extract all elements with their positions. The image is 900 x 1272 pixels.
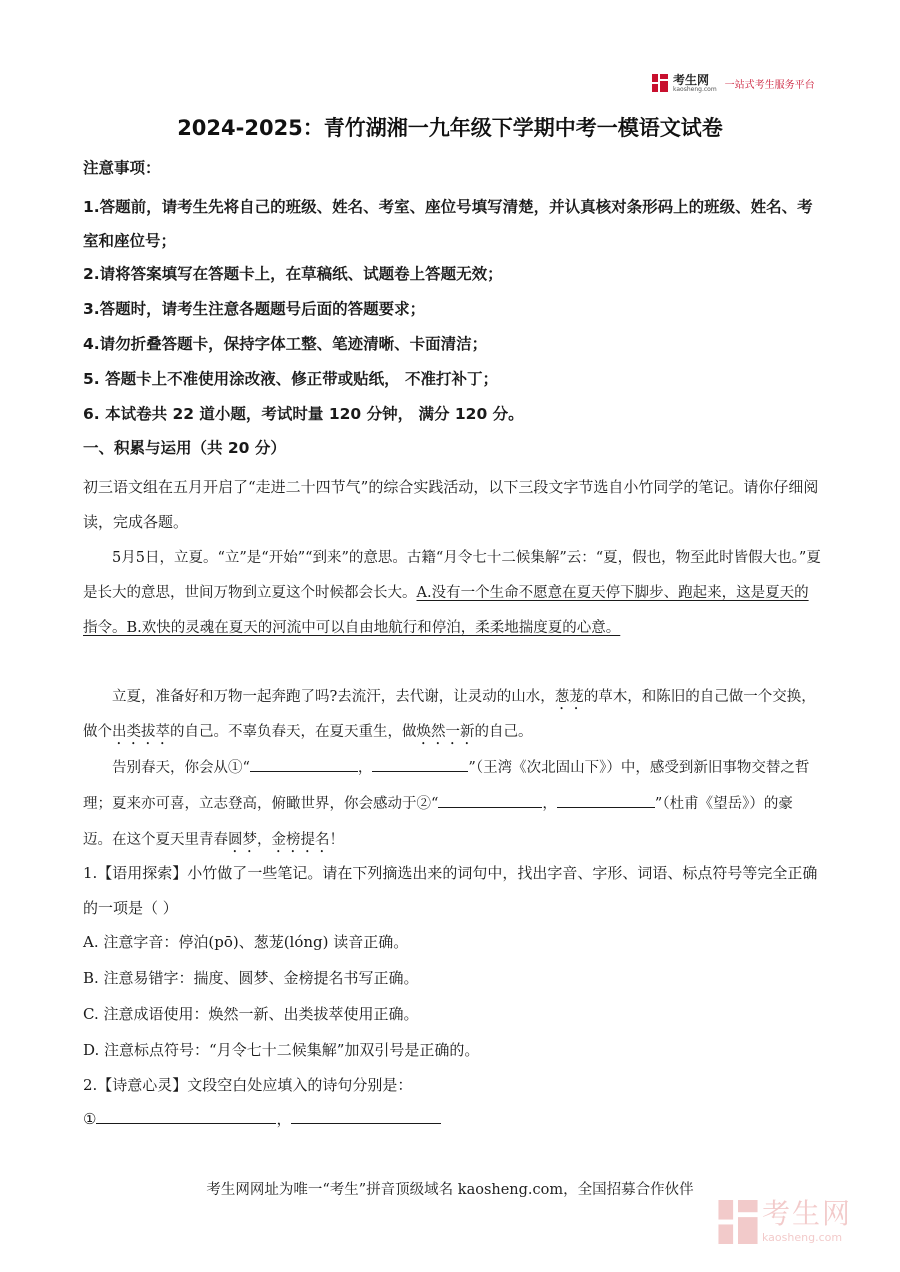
passage-p3-text: ”（杜甫《望岳》）的豪迈。在这个夏天里青春 bbox=[83, 796, 793, 848]
passage-p3-text: ， bbox=[357, 760, 373, 776]
section-intro: 初三语文组在五月开启了“走进二十四节气”的综合实践活动，以下三段文字节选自小竹同学的笔记。请你仔细阅读，完成各题。 bbox=[83, 478, 819, 531]
notice-item-6: 6. 本试卷共 22 道小题，考试时量 120 分钟， 满分 120 分。 bbox=[83, 405, 524, 423]
logo-domain: kaosheng.com bbox=[673, 85, 717, 93]
emphasis-word: 金榜提名 bbox=[271, 832, 330, 848]
answer-blank-2[interactable] bbox=[291, 1109, 441, 1124]
sentence-a: A.没有一个生命不愿意在夏天停下脚步、跑起来，这是夏天的指令。 bbox=[83, 585, 809, 636]
answer-number: ① bbox=[83, 1110, 97, 1128]
passage-p2-text: 的自己。不辜负春天，在夏天重生，做 bbox=[170, 724, 417, 740]
poem-blank-2a[interactable] bbox=[438, 793, 542, 808]
passage-paragraph-1 bbox=[83, 541, 821, 646]
notice-item-2: 2.请将答案填写在答题卡上，在草稿纸、试题卷上答题无效； bbox=[83, 265, 503, 283]
logo-name: 考生网 bbox=[673, 72, 710, 87]
header-logo[interactable] bbox=[652, 72, 815, 94]
notice-item-1: 1.答题前，请考生先将自己的班级、姓名、考室、座位号填写清楚，并认真核对条形码上的班级、姓名、考室和座位号； bbox=[83, 198, 813, 250]
question-1-option-c[interactable]: C. 注意成语使用：焕然一新、出类拔萃使用正确。 bbox=[83, 1005, 419, 1023]
emphasis-word: 圆梦 bbox=[228, 832, 257, 848]
answer-separator: ， bbox=[276, 1110, 292, 1128]
poem-blank-1a[interactable] bbox=[250, 757, 358, 772]
question-2-stem: 2.【诗意心灵】文段空白处应填入的诗句分别是： bbox=[83, 1076, 413, 1094]
question-1-option-b[interactable]: B. 注意易错字：揣度、圆梦、金榜提名书写正确。 bbox=[83, 969, 419, 987]
passage-p1-text: 5月5日，立夏。“立”是“开始”“到来”的意思。古籍“月令七十二候集解”云：“夏，假也，物至此时皆假大也。”夏是长大的意思，世间万物到立夏这个时候都会长大。 bbox=[83, 550, 821, 601]
emphasis-word: 葱茏 bbox=[554, 689, 584, 705]
question-2-answer-line bbox=[83, 1108, 821, 1129]
passage-p2-text: 的草木，和陈旧的自己做一个交换，做个 bbox=[83, 689, 816, 740]
passage-p3-text: ， bbox=[257, 832, 272, 848]
sentence-b: B.欢快的灵魂在夏天的河流中可以自由地航行和停泊，柔柔地揣度夏的心意。 bbox=[126, 620, 621, 636]
section-heading: 一、积累与运用（共 20 分） bbox=[83, 439, 286, 457]
passage-p3-text: 告别春天，你会从①“ bbox=[112, 760, 250, 776]
notice-item-5: 5. 答题卡上不准使用涂改液、修正带或贴纸， 不准打补丁； bbox=[83, 370, 498, 388]
passage-paragraph-3 bbox=[83, 750, 821, 858]
notice-item-3: 3.答题时，请考生注意各题题号后面的答题要求； bbox=[83, 300, 426, 318]
passage-p2-text: 的自己。 bbox=[474, 724, 533, 740]
kaosheng-logo-icon bbox=[652, 74, 668, 92]
question-1-option-a[interactable]: A. 注意字音：停泊(pō)、葱茏(lóng) 读音正确。 bbox=[83, 933, 409, 951]
watermark-logo-icon bbox=[718, 1200, 758, 1244]
emphasis-word: 出类拔萃 bbox=[112, 724, 170, 740]
question-1-option-d[interactable]: D. 注意标点符号：“月令七十二候集解”加双引号是正确的。 bbox=[83, 1041, 480, 1059]
poem-blank-1b[interactable] bbox=[372, 757, 468, 772]
watermark-domain: kaosheng.com bbox=[762, 1231, 843, 1244]
passage-paragraph-2 bbox=[83, 680, 821, 750]
question-1-stem: 1.【语用探索】小竹做了一些笔记。请在下列摘选出来的词句中，找出字音、字形、词语、标点符号等完全正确的一项是（ ） bbox=[83, 864, 818, 917]
emphasis-word: 焕然一新 bbox=[416, 724, 475, 740]
passage-p2-text: 立夏，准备好和万物一起奔跑了吗?去流汗，去代谢，让灵动的山水， bbox=[112, 689, 555, 705]
notice-heading: 注意事项： bbox=[83, 159, 161, 177]
logo-slogan: 一站式考生服务平台 bbox=[724, 79, 815, 91]
passage-p3-text: ！ bbox=[329, 832, 344, 848]
passage-p3-text: ”（王湾《次北固山下》）中，感受到新旧事物交替之哲理；夏来亦可喜，立志登高，俯瞰世界，你会感动于②“ bbox=[83, 760, 810, 812]
page-title: 2024-2025：青竹湖湘一九年级下学期中考一模语文试卷 bbox=[177, 116, 723, 140]
passage-p3-text: ， bbox=[542, 796, 557, 812]
watermark-name: 考生网 bbox=[762, 1197, 853, 1230]
poem-blank-2b[interactable] bbox=[557, 793, 655, 808]
answer-blank-1[interactable] bbox=[96, 1109, 276, 1124]
notice-item-4: 4.请勿折叠答题卡，保持字体工整、笔迹清晰、卡面清洁； bbox=[83, 335, 488, 353]
footer-text: 考生网网址为唯一“考生”拼音顶级域名 kaosheng.com，全国招募合作伙伴 bbox=[206, 1182, 694, 1198]
watermark bbox=[718, 1197, 853, 1244]
